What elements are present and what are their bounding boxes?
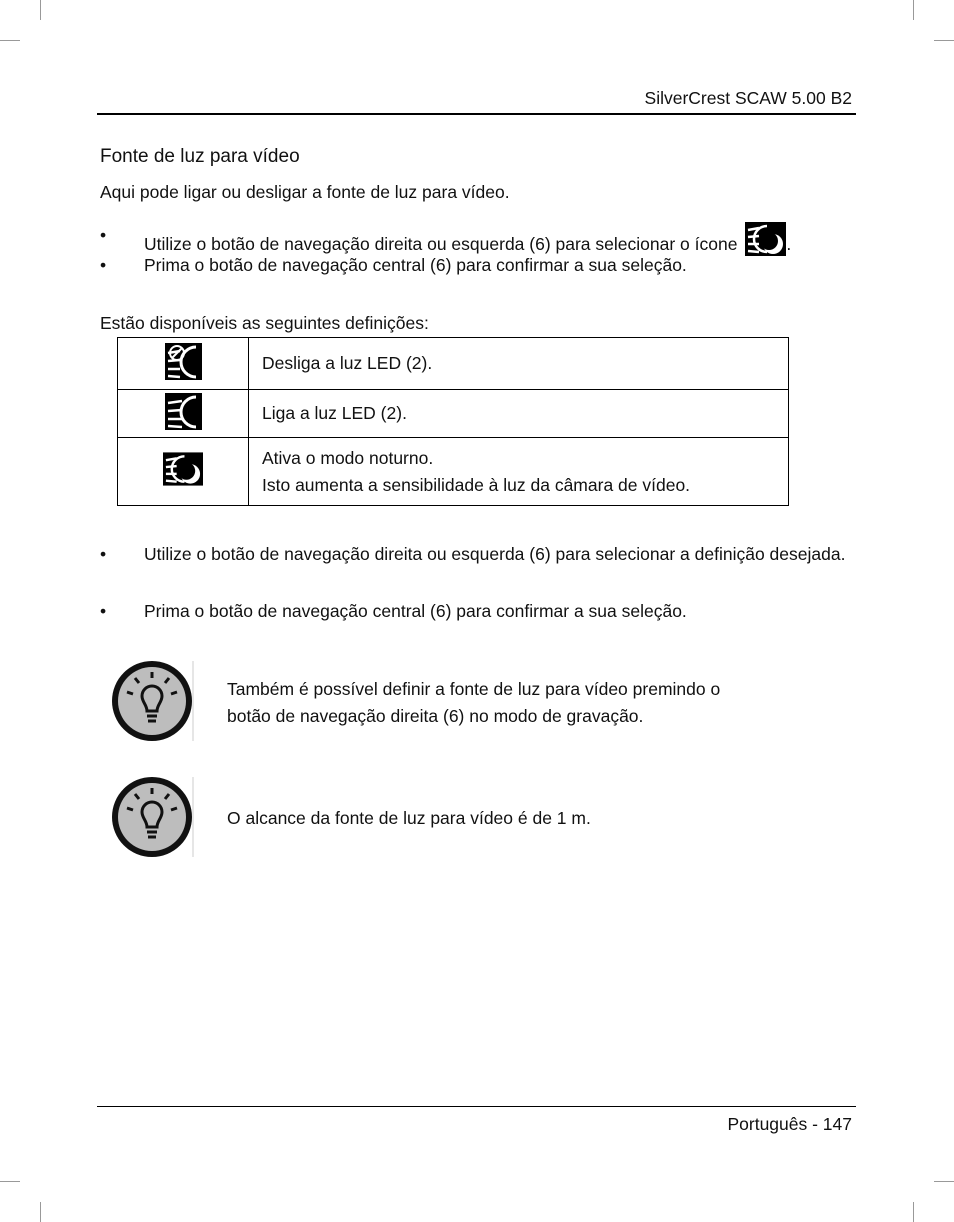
led-on-icon bbox=[165, 414, 202, 434]
night-mode-icon bbox=[163, 470, 203, 490]
lightbulb-tip-icon bbox=[110, 658, 196, 749]
setting-desc: Isto aumenta a sensibilidade à luz da câmara de vídeo. bbox=[262, 474, 691, 495]
crop-mark bbox=[934, 40, 954, 41]
led-off-icon bbox=[165, 364, 202, 384]
setting-desc: Liga a luz LED (2). bbox=[262, 403, 407, 423]
crop-mark bbox=[0, 1181, 20, 1182]
available-label: Estão disponíveis as seguintes definições: bbox=[100, 313, 429, 333]
crop-mark bbox=[40, 1202, 41, 1222]
table-cell-icon bbox=[118, 338, 249, 390]
step-text: Utilize o botão de navegação direita ou esquerda (6) para selecionar o ícone bbox=[144, 234, 738, 254]
settings-table bbox=[117, 337, 789, 506]
footer-rule bbox=[97, 1106, 856, 1107]
list-item bbox=[100, 252, 852, 279]
header-rule bbox=[97, 113, 856, 115]
step-suffix: . bbox=[786, 234, 792, 254]
crop-mark bbox=[913, 0, 914, 20]
step-text: Prima o botão de navegação central (6) para confirmar a sua seleção. bbox=[144, 255, 687, 275]
crop-mark bbox=[934, 1181, 954, 1182]
tip-line: O alcance da fonte de luz para vídeo é de 1 m. bbox=[227, 808, 591, 828]
intro-text: Aqui pode ligar ou desligar a fonte de luz para vídeo. bbox=[100, 182, 510, 202]
section-title: Fonte de luz para vídeo bbox=[100, 146, 300, 167]
crop-mark bbox=[913, 1202, 914, 1222]
crop-mark bbox=[0, 40, 20, 41]
bullet: • bbox=[100, 601, 107, 621]
setting-desc: Ativa o modo noturno. bbox=[262, 447, 434, 468]
table-cell-desc bbox=[249, 338, 789, 390]
crop-mark bbox=[40, 0, 41, 20]
table-cell-icon bbox=[118, 438, 249, 506]
table-cell-desc bbox=[249, 390, 789, 438]
table-row bbox=[118, 390, 789, 438]
tip-text bbox=[227, 805, 591, 832]
table-row bbox=[118, 338, 789, 390]
bullet: • bbox=[100, 544, 107, 564]
header-product: SilverCrest SCAW 5.00 B2 bbox=[644, 88, 852, 108]
bullet: • bbox=[100, 255, 107, 275]
list-item bbox=[100, 598, 852, 625]
bullet: • bbox=[100, 225, 107, 245]
page-number: Português - 147 bbox=[727, 1114, 852, 1134]
tip-text bbox=[227, 676, 720, 730]
setting-desc: Desliga a luz LED (2). bbox=[262, 353, 433, 373]
list-item bbox=[100, 541, 852, 568]
table-cell-icon bbox=[118, 390, 249, 438]
table-cell-desc bbox=[249, 438, 789, 506]
step-text: Utilize o botão de navegação direita ou esquerda (6) para selecionar a definição desejada. bbox=[144, 544, 846, 564]
tip-line: botão de navegação direita (6) no modo de gravação. bbox=[227, 706, 644, 726]
lightbulb-tip-icon bbox=[110, 774, 196, 865]
step-text: Prima o botão de navegação central (6) para confirmar a sua seleção. bbox=[144, 601, 687, 621]
tip-line: Também é possível definir a fonte de luz para vídeo premindo o bbox=[227, 679, 721, 699]
table-row bbox=[118, 438, 789, 506]
